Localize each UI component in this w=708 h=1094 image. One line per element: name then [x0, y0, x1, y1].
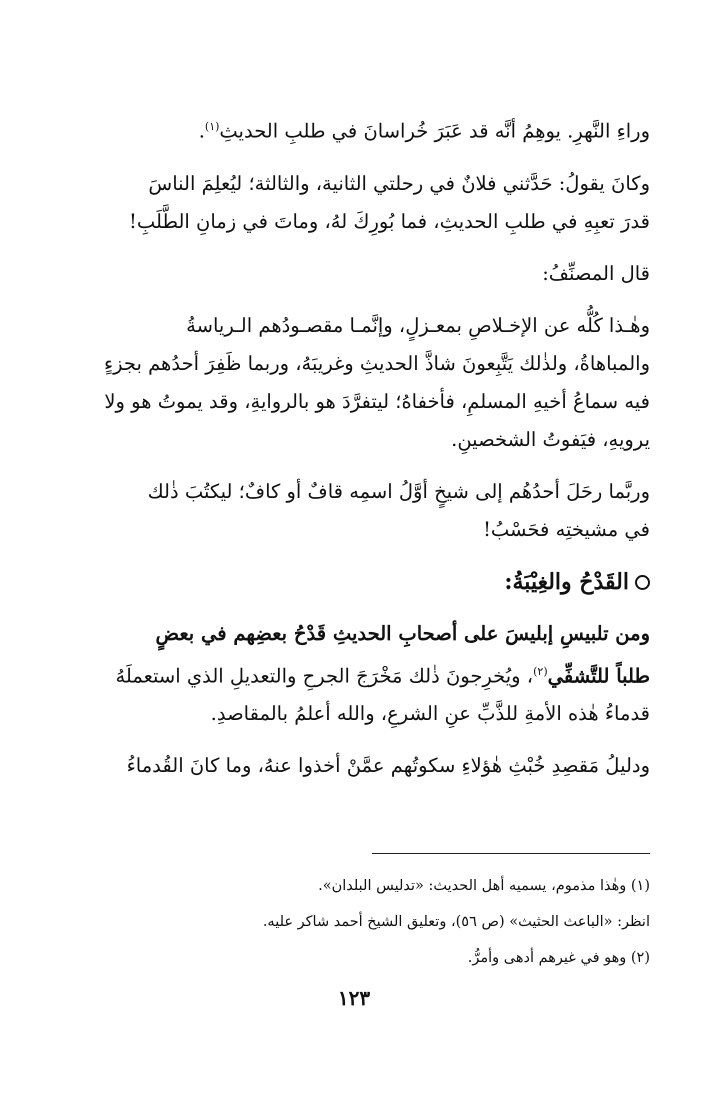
paragraph-2	[88, 165, 650, 241]
paragraph-1-text: وراءِ النَّهرِ. يوهِمُ أنَّه قد عَبَرَ خُراسانَ في طلبِ الحديثِ	[219, 119, 650, 143]
footnotes	[150, 868, 650, 976]
footnote-separator	[372, 853, 650, 854]
page-body	[88, 108, 650, 799]
paragraph-4-line-2: في مشيختِه فحَسْبُ!	[483, 517, 650, 541]
paragraph-5-line-1: ومن تلبيسِ إبليسَ على أصحابِ الحديثِ قَدْحُ بعضِهم في بعضٍ	[155, 621, 650, 645]
footnote-1: (١) وهٰذا مذموم، يسميه أهل الحديث: «تدليس البلدان».	[318, 878, 650, 894]
footnote-2: (٢) وهو في غيرهم أدهى وأمرُّ.	[467, 950, 650, 966]
paragraph-6-line-1: ودليلُ مَقصِدِ خُبْثِ هٰؤلاءِ سكوتُهم عمَّنْ أخذوا عنهُ، وما كانَ القُدماءُ	[126, 754, 650, 777]
footnote-ref-2[interactable]: (٢)	[533, 664, 548, 678]
paragraph-3-line-3: فيه سماعُ أخيهِ المسلمِ، فأخفاهُ؛ ليتفرَّدَ هو بالروايةِ، وقد يموتُ هو ولا	[104, 389, 650, 413]
paragraph-1	[88, 108, 650, 151]
paragraph-3-line-4: يرويهِ، فيَفوتُ الشخصينِ.	[451, 427, 650, 451]
paragraph-5-bold-phrase: طلباً للتَّشفِّي	[547, 664, 650, 687]
author-remark-label	[88, 255, 650, 293]
paragraph-5-line-2-rest: ، ويُخرِجونَ ذٰلك مَخْرَجَ الجرحِ والتعديلِ الذي استعملَهُ	[115, 664, 534, 687]
section-heading	[88, 563, 650, 601]
author-remark-text: قال المصنِّفُ:	[542, 261, 650, 285]
section-heading-text: القَدْحُ والغِيْبَةُ:	[504, 568, 629, 595]
paragraph-3	[88, 307, 650, 459]
paragraph-5	[88, 615, 650, 734]
paragraph-3-line-2: والمباهاةُ، ولذٰلك يَتَّبِعونَ شاذَّ الحديثِ وغريبَهُ، وربما ظَفِرَ أحدُهم بجزءٍ	[103, 351, 650, 375]
paragraph-4	[88, 473, 650, 549]
page-number: ١٢٣	[337, 986, 371, 1010]
paragraph-3-line-1: وهٰـذا كُلُّه عن الإخـلاصِ بمعـزلٍ، وإنَّمـا مقصـودُهم الـرياسةُ	[186, 313, 650, 337]
footnote-1-continuation: انظر: «الباعث الحثيث» (ص ٥٦)، وتعليق الشيخ أحمد شاكر عليه.	[262, 914, 650, 930]
paragraph-2-line-1: وكانَ يقولُ: حَدَّثني فلانٌ في رحلتي الثانية، والثالثة؛ ليُعلِمَ الناسَ	[148, 171, 650, 195]
footnote-ref-1[interactable]: (١)	[204, 120, 220, 133]
paragraph-6	[88, 747, 650, 785]
circle-bullet-icon	[635, 575, 650, 590]
paragraph-2-line-2: قدرَ تعبِهِ في طلبِ الحديثِ، فما بُورِكَ لهُ، وماتَ في زمانِ الطَّلَبِ!	[129, 209, 650, 233]
paragraph-4-line-1: وربَّما رحَلَ أحدُهُم إلى شيخٍ أوَّلُ اسمِه قافٌ أو كافٌ؛ ليكتُبَ ذٰلك	[147, 479, 650, 503]
paragraph-1-end: .	[198, 119, 205, 143]
paragraph-5-line-3: قدماءُ هٰذه الأمةِ للذَّبِّ عنِ الشرعِ، والله أعلمُ بالمقاصدِ.	[210, 702, 650, 725]
